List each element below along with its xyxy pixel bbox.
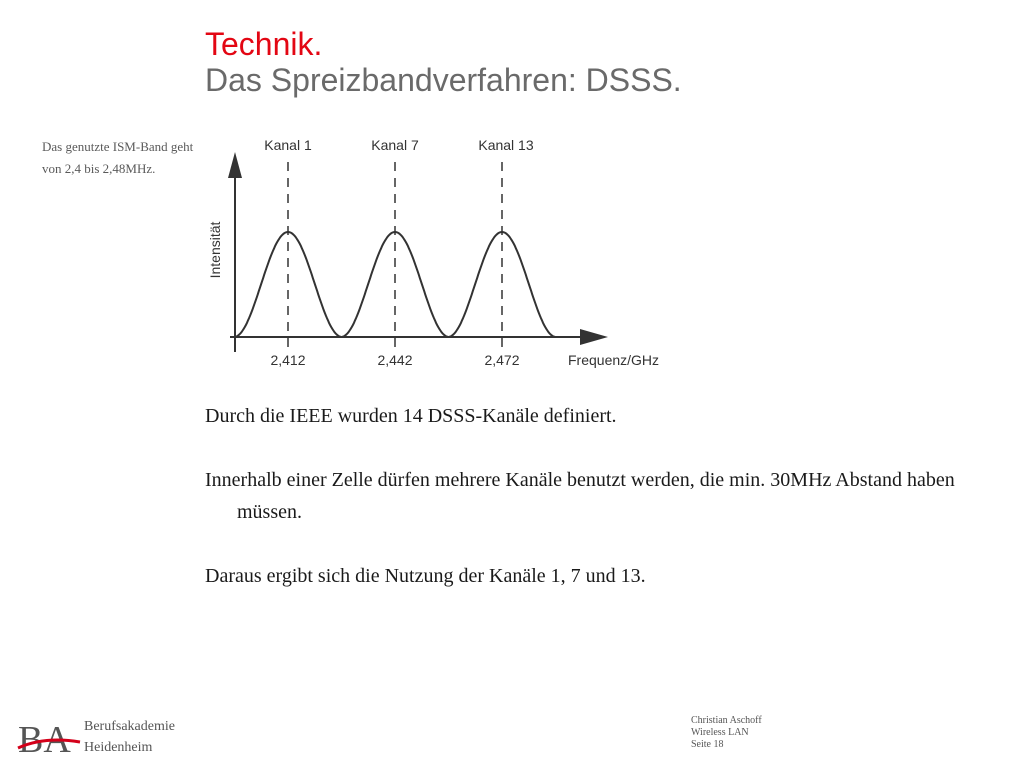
ba-logo-mark — [16, 712, 82, 760]
channel-7-label: Kanal 7 — [371, 137, 419, 153]
paragraph-2: Innerhalb einer Zelle dürfen mehrere Kanäle benutzt werden, die min. 30MHz Abstand haben müssen. — [205, 469, 955, 523]
paragraph-3: Daraus ergibt sich die Nutzung der Kanäle 1, 7 und 13. — [205, 565, 646, 587]
channel-13-frequency: 2,472 — [484, 352, 520, 368]
footer-info — [691, 715, 762, 751]
x-axis-label: Frequenz/GHz — [568, 352, 660, 368]
x-axis-arrow — [580, 329, 608, 345]
footer-course: Wireless LAN — [691, 727, 749, 738]
y-axis-label: Intensität — [207, 221, 223, 279]
footer-author: Christian Aschoff — [691, 715, 762, 726]
slide-title — [205, 26, 682, 98]
institution-line-1: Berufsakademie — [84, 719, 175, 734]
title-line-1: Technik. — [205, 26, 323, 62]
channel-1-frequency: 2,412 — [270, 352, 306, 368]
channel-13-label: Kanal 13 — [478, 137, 534, 153]
paragraph-1: Durch die IEEE wurden 14 DSSS-Kanäle definiert. — [205, 405, 617, 427]
institution-line-2: Heidenheim — [84, 740, 153, 755]
footer-page-number: Seite 18 — [691, 739, 724, 750]
ba-logo-letters: BA — [18, 719, 71, 760]
body-text — [205, 400, 985, 624]
ba-logo — [16, 712, 206, 762]
channel-7-frequency: 2,442 — [377, 352, 413, 368]
y-axis-arrow — [228, 152, 242, 178]
title-line-2: Das Spreizbandverfahren: DSSS. — [205, 62, 682, 98]
dsss-channel-diagram — [200, 130, 700, 380]
channel-1-label: Kanal 1 — [264, 137, 312, 153]
side-note: Das genutzte ISM-Band geht von 2,4 bis 2,48MHz. — [42, 139, 194, 176]
institution-name — [84, 716, 175, 758]
